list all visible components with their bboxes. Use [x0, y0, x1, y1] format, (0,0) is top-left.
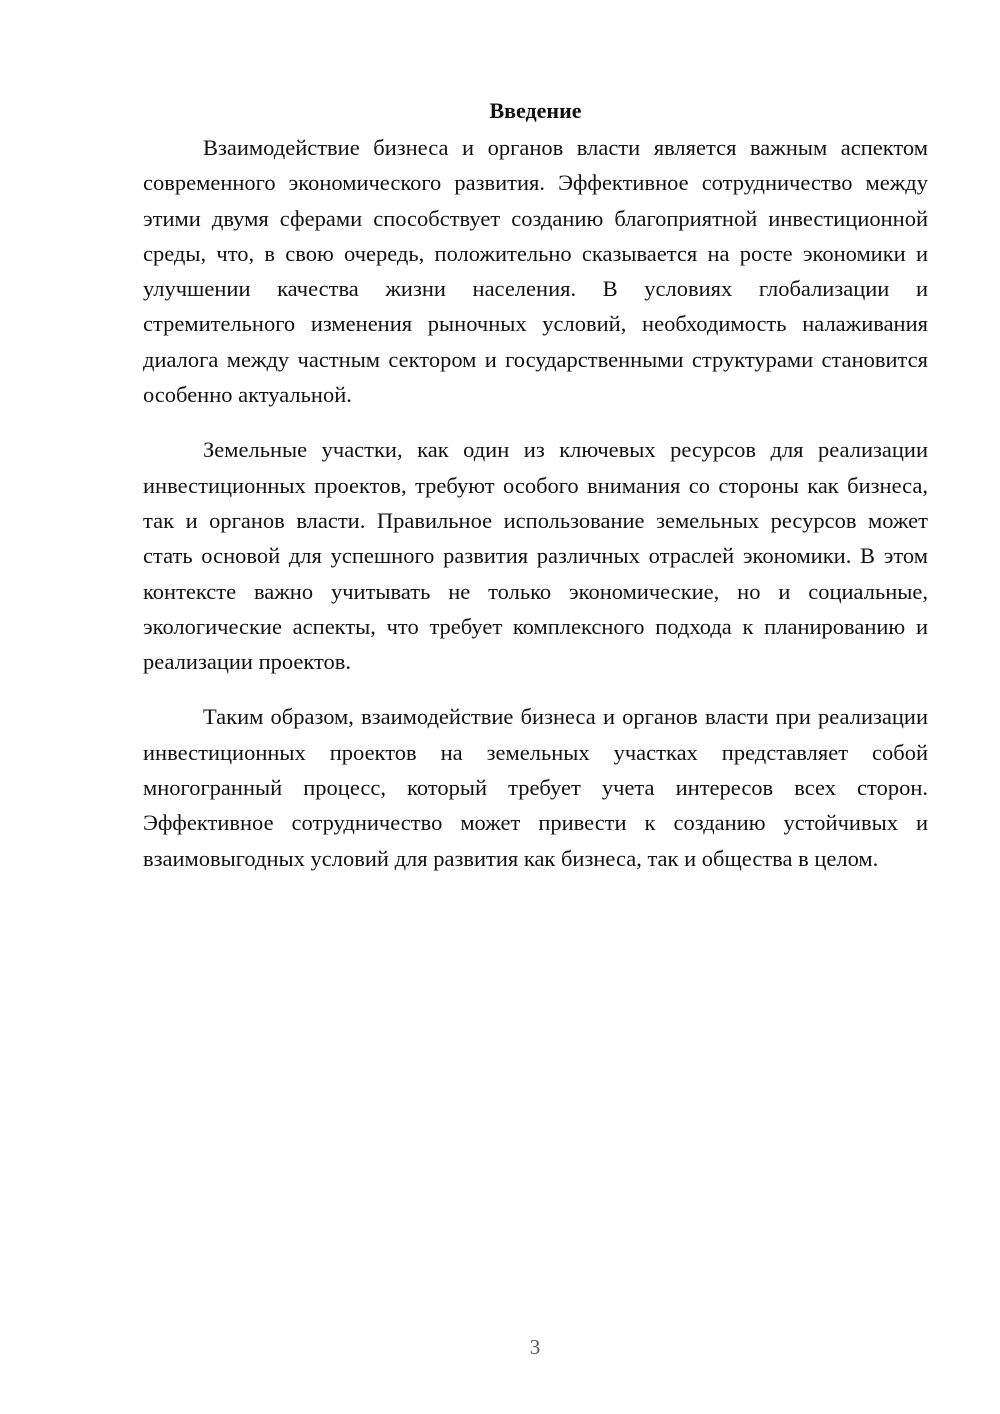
paragraph-3: Таким образом, взаимодействие бизнеса и органов власти при реализации инвестиционных проектов на земельных участках представляет собой многогранный процесс, который требует учета интересов всех сторон. Эффективное сотрудничество может привести к созданию устойчивых и взаимовыгодных условий для развития как бизнеса, так и общества в целом.	[143, 704, 928, 871]
paragraph-2: Земельные участки, как один из ключевых ресурсов для реализации инвестиционных проектов, требуют особого внимания со стороны как бизнеса, так и органов власти. Правильное использование земельных ресурсов может стать основой для успешного развития различных отраслей экономики. В этом контексте важно учитывать не только экономические, но и социальные, экологические аспекты, что требует комплексного подхода к планированию и реализации проектов.	[143, 437, 928, 675]
section-title: Введение	[489, 98, 582, 123]
paragraph-1: Взаимодействие бизнеса и органов власти является важным аспектом современного экономического развития. Эффективное сотрудничество между этими двумя сферами способствует созданию благоприятной инвестиционной среды, что, в свою очередь, положительно сказывается на росте экономики и улучшении качества жизни населения. В условиях глобализации и стремительного изменения рыночных условий, необходимость налаживания диалога между частным сектором и государственными структурами становится особенно актуальной.	[143, 135, 928, 408]
page-content	[143, 92, 928, 876]
page-number: 3	[529, 1335, 541, 1359]
